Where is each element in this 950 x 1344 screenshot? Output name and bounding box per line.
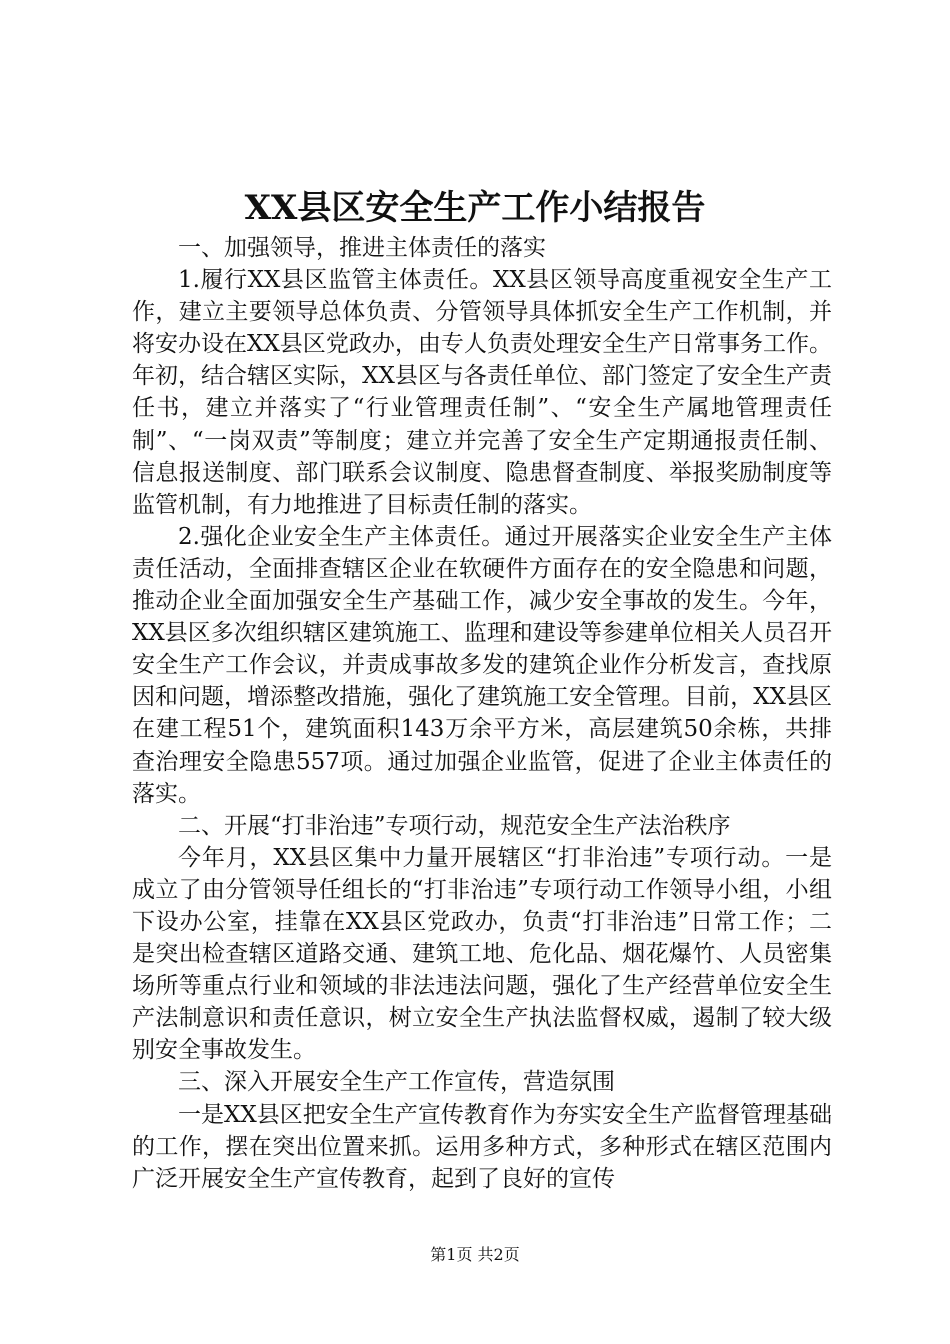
paragraph-2-1: 今年月，XX县区集中力量开展辖区“打非治违”专项行动。一是成立了由分管领导任组长的“打非治违”专项行动工作领导小组，小组下设办公室，挂靠在XX县区党政办，负责“打非治违”日常工作；二是突出检查辖区道路交通、建筑工地、危化品、烟花爆竹、人员密集场所等重点行业和领域的非法违法问题，强化了生产经营单位安全生产法制意识和责任意识，树立安全生产执法监督权威，遏制了较大级别安全事故发生。 — [132, 844, 832, 1064]
paragraph-1-1: 1.履行XX县区监管主体责任。XX县区领导高度重视安全生产工作，建立主要领导总体负责、分管领导具体抓安全生产工作机制，并将安办设在XX县区党政办，由专人负责处理安全生产日常事务工作。年初，结合辖区实际，XX县区与各责任单位、部门签定了安全生产责任书，建立并落实了“行业管理责任制”、“安全生产属地管理责任制”、“一岗双责”等制度；建立并完善了安全生产定期通报责任制、信息报送制度、部门联系会议制度、隐患督查制度、举报奖励制度等监管机制，有力地推进了目标责任制的落实。 — [132, 267, 832, 518]
paragraph-3-1: 一是XX县区把安全生产宣传教育作为夯实安全生产监督管理基础的工作，摆在突出位置来抓。运用多种方式，多种形式在辖区范围内广泛开展安全生产宣传教育，起到了良好的宣传 — [132, 1101, 832, 1192]
document-body — [132, 232, 832, 1195]
page-number-footer: 第1页 共2页 — [430, 1245, 520, 1264]
section-heading-3: 三、深入开展安全生产工作宣传，营造氛围 — [178, 1069, 615, 1096]
section-heading-2: 二、开展“打非治违”专项行动，规范安全生产法治秩序 — [178, 812, 731, 839]
document-title: XX县区安全生产工作小结报告 — [244, 188, 706, 228]
section-heading-1: 一、加强领导，推进主体责任的落实 — [178, 235, 546, 261]
paragraph-1-2: 2.强化企业安全生产主体责任。通过开展落实企业安全生产主体责任活动，全面排查辖区企业在软硬件方面存在的安全隐患和问题，推动企业全面加强安全生产基础工作，减少安全事故的发生。今年，XX县区多次组织辖区建筑施工、监理和建设等参建单位相关人员召开安全生产工作会议，并责成事故多发的建筑企业作分析发言，查找原因和问题，增添整改措施，强化了建筑施工安全管理。目前，XX县区在建工程51个，建筑面积143万余平方米，高层建筑50余栋，共排查治理安全隐患557项。通过加强企业监管，促进了企业主体责任的落实。 — [132, 523, 832, 807]
